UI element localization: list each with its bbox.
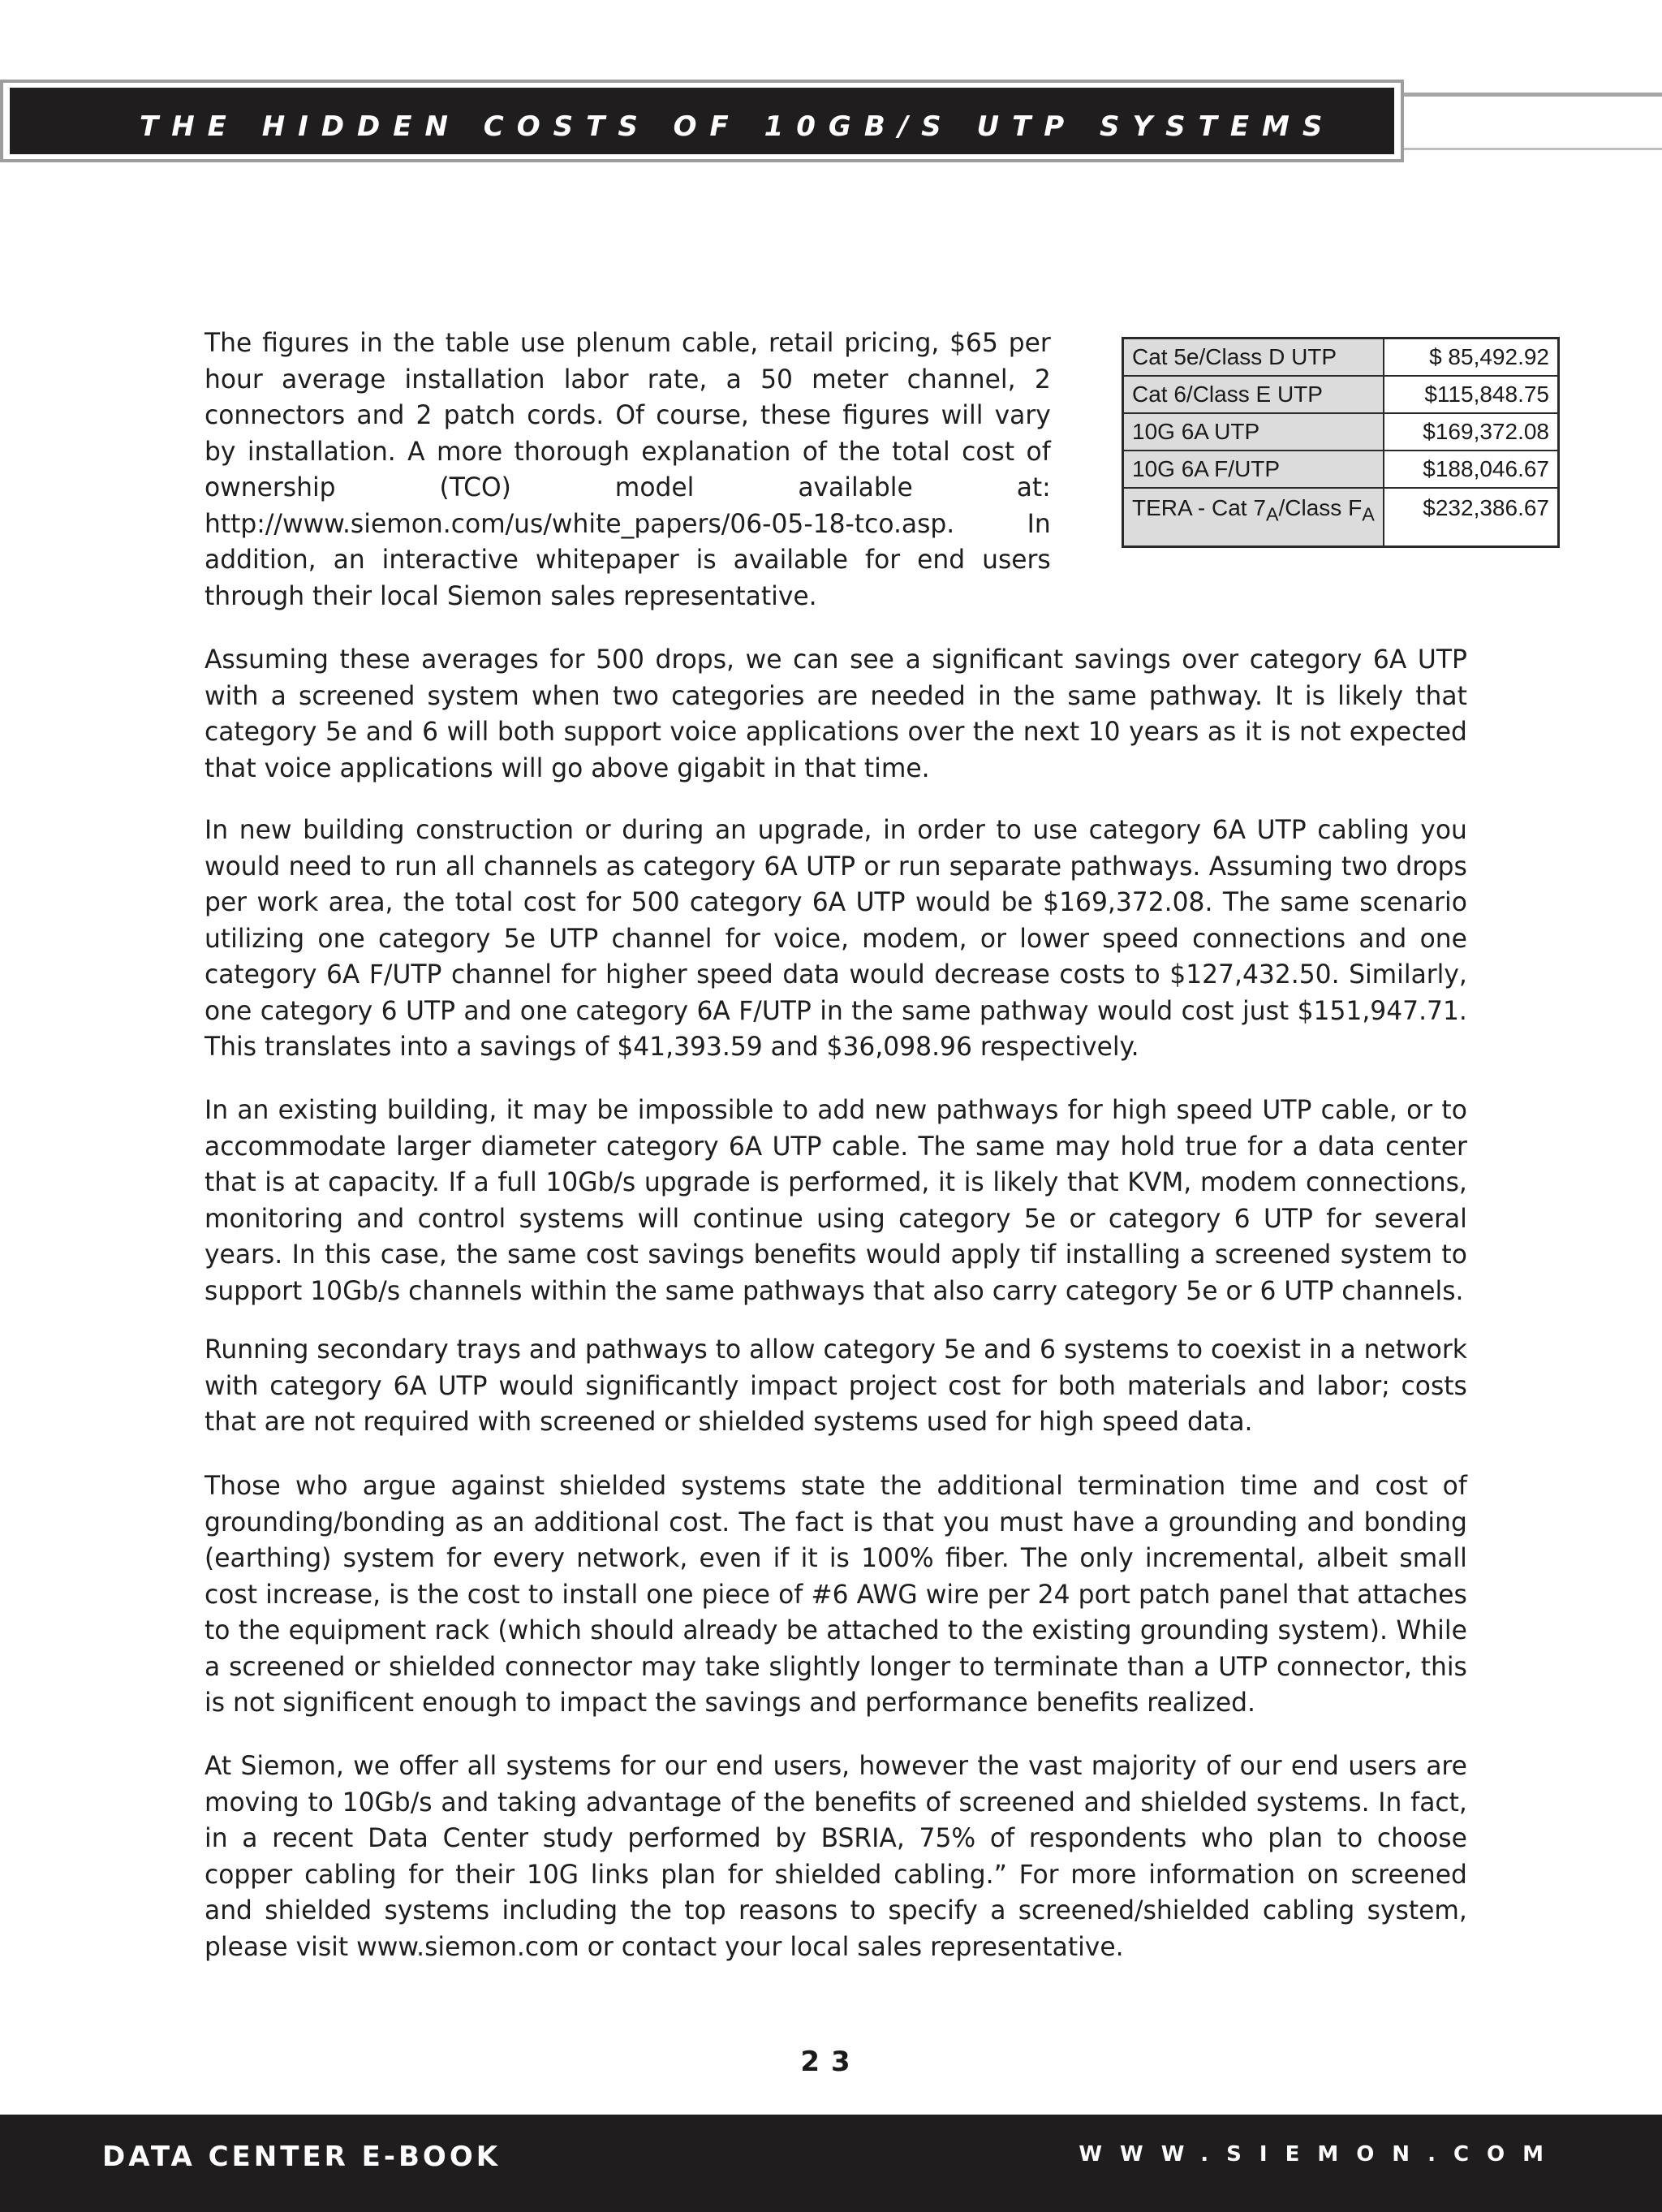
header-band bbox=[0, 80, 1404, 162]
row-value: $169,372.08 bbox=[1384, 413, 1559, 451]
row-label: 10G 6A F/UTP bbox=[1123, 451, 1384, 488]
cost-table bbox=[1122, 337, 1560, 548]
footer-website-link[interactable]: WWW.SIEMON.COM bbox=[1079, 2142, 1561, 2167]
table-row bbox=[1123, 338, 1559, 377]
row-label bbox=[1123, 488, 1384, 547]
row-label: Cat 5e/Class D UTP bbox=[1123, 338, 1384, 377]
footer-band bbox=[0, 2115, 1662, 2212]
row-label: Cat 6/Class E UTP bbox=[1123, 376, 1384, 413]
paragraph-new-building: In new building construction or during an upgrade, in order to use category 6A UTP cabling you would need to run all channels as category 6A UTP or run separate pathways. Assuming two drops per work area, the total cost for 500 category 6A UTP would be $169,372.08. The same scenario utilizing one category 5e UTP channel for voice, modem, or lower speed connections and one category 6A F/UTP channel for higher speed data would decrease costs to $127,432.50. Similarly, one category 6 UTP and one category 6A F/UTP in the same pathway would cost just $151,947.71. This translates into a savings of $41,393.59 and $36,098.96 respectively. bbox=[205, 814, 1467, 1062]
row-label-prefix: TERA - Cat 7 bbox=[1132, 495, 1266, 520]
paragraph-existing-building: In an existing building, it may be impossible to add new pathways for high speed UTP cable, or to accommodate larger diameter category 6A UTP cable. The same may hold true for a data center that is at capacity. If a full 10Gb/s upgrade is performed, it is likely that KVM, modem connections, monitoring and control systems will continue using category 5e or category 6 UTP for several years. In this case, the same cost savings benefits would apply tif installing a screened system to support 10Gb/s channels within the same pathways that also carry category 5e or 6 UTP channels. bbox=[205, 1094, 1467, 1306]
paragraph-savings: Assuming these averages for 500 drops, we can see a significant savings over category 6A UTP with a screened system when two categories are needed in the same pathway. It is likely that category 5e and 6 will both support voice applications over the next 10 years as it is not expected that voice applications will go above gigabit in that time. bbox=[205, 644, 1467, 783]
paragraph-grounding: Those who argue against shielded systems state the additional termination time and cost of grounding/bonding as an additional cost. The fact is that you must have a grounding and bonding (earthing) system for every network, even if it is 100% fiber. The only incremental, albeit small cost increase, is the cost to install one piece of #6 AWG wire per 24 port patch panel that attaches to the equipment rack (which should already be attached to the existing grounding system). While a screened or shielded connector may take slightly longer to terminate than a UTP connector, this is not significent enough to impact the savings and performance benefits realized. bbox=[205, 1470, 1467, 1718]
row-label-sub: A bbox=[1362, 503, 1375, 525]
row-label: 10G 6A UTP bbox=[1123, 413, 1384, 451]
page-number: 23 bbox=[800, 2046, 862, 2078]
row-value: $ 85,492.92 bbox=[1384, 338, 1559, 377]
table-row bbox=[1123, 413, 1559, 451]
header-rule-bottom bbox=[1402, 148, 1662, 150]
row-value: $115,848.75 bbox=[1384, 376, 1559, 413]
header-band-inner bbox=[10, 88, 1394, 154]
paragraph-secondary-trays: Running secondary trays and pathways to allow category 5e and 6 systems to coexist in a network with category 6A UTP would significantly impact project cost for both materials and labor; costs that are not required with screened or shielded systems used for high speed data. bbox=[205, 1334, 1467, 1437]
row-value: $188,046.67 bbox=[1384, 451, 1559, 488]
table-row bbox=[1123, 376, 1559, 413]
page-header-title: THE HIDDEN COSTS OF 10GB/S UTP SYSTEMS bbox=[140, 110, 1336, 143]
header-rule-top bbox=[1402, 93, 1662, 97]
paragraph-siemon-offer: At Siemon, we offer all systems for our end users, however the vast majority of our end users are moving to 10Gb/s and taking advantage of the benefits of screened and shielded systems. In fact, in a recent Data Center study performed by BSRIA, 75% of respondents who plan to choose copper cabling for their 10G links plan for shielded cabling.” For more information on screened and shielded systems including the top reasons to specify a screened/shielded cabling system, please visit www.siemon.com or contact your local sales representative. bbox=[205, 1750, 1467, 1962]
row-value: $232,386.67 bbox=[1384, 488, 1559, 547]
paragraph-intro: The figures in the table use plenum cable, retail pricing, $65 per hour average installation labor rate, a 50 meter channel, 2 connectors and 2 patch cords. Of course, these figures will vary by installation. A more thorough explanation of the total cost of ownership (TCO) model available at: http://www.siemon.com/us/white_papers/06-05-18-tco.asp. In addition, an interactive whitepaper is available for end users through their local Siemon sales representative. bbox=[205, 327, 1051, 611]
row-label-mid: /Class F bbox=[1278, 495, 1363, 520]
table-row bbox=[1123, 488, 1559, 547]
table-row bbox=[1123, 451, 1559, 488]
row-label-sub: A bbox=[1265, 503, 1279, 525]
footer-ebook-title: DATA CENTER E-BOOK bbox=[102, 2141, 502, 2173]
